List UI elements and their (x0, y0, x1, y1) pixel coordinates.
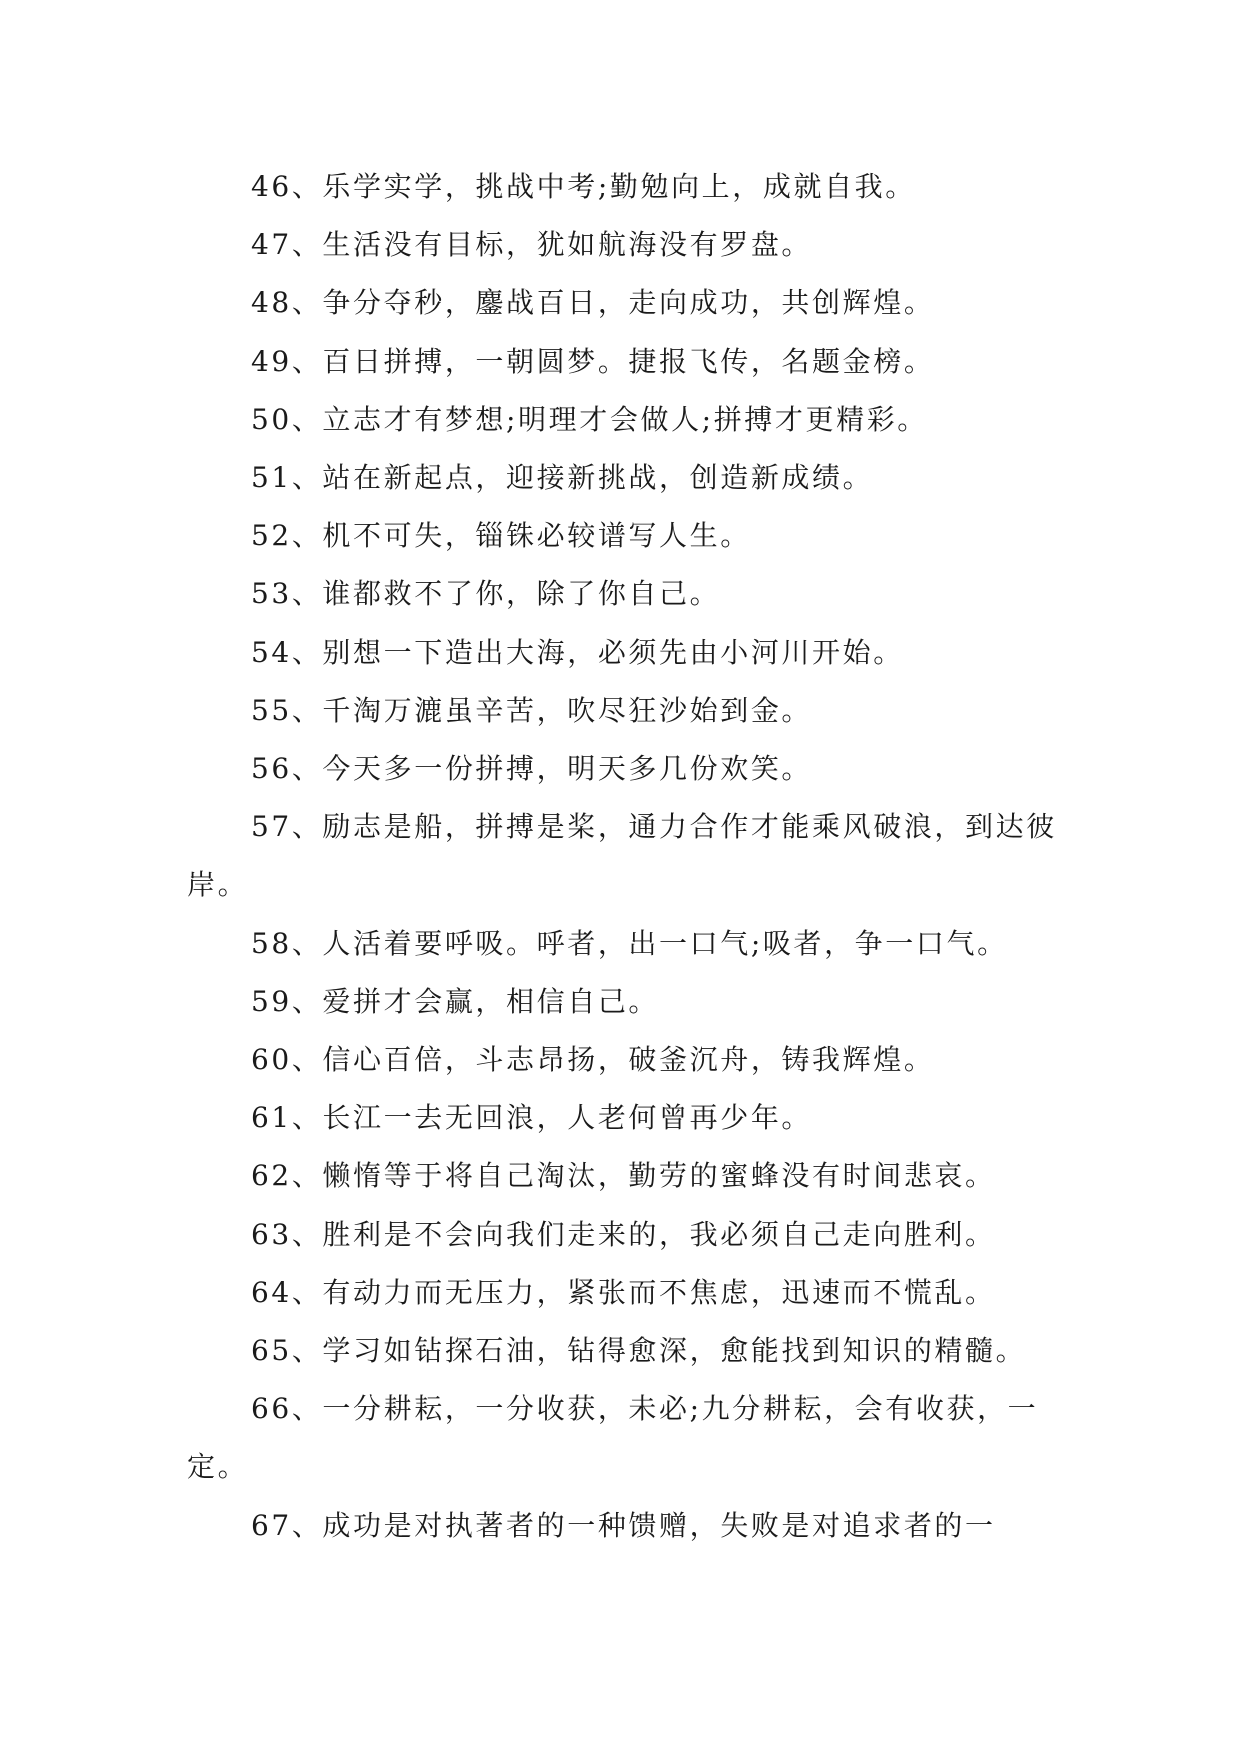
paragraph-61: 61、长江一去无回浪，人老何曾再少年。 (251, 1101, 813, 1135)
paragraph-51: 51、站在新起点，迎接新挑战，创造新成绩。 (251, 461, 874, 495)
paragraph-56: 56、今天多一份拼搏，明天多几份欢笑。 (251, 752, 813, 786)
paragraph-57: 57、励志是船，拼搏是桨，通力合作才能乘风破浪，到达彼岸。 (187, 810, 1057, 902)
paragraph-62: 62、懒惰等于将自己淘汰，勤劳的蜜蜂没有时间悲哀。 (251, 1159, 996, 1193)
paragraph-63: 63、胜利是不会向我们走来的，我必须自己走向胜利。 (251, 1217, 996, 1251)
paragraph-50: 50、立志才有梦想;明理才会做人;拼搏才更精彩。 (251, 402, 928, 436)
paragraph-65: 65、学习如钻探石油，钻得愈深，愈能找到知识的精髓。 (251, 1334, 1027, 1368)
paragraph-59: 59、爱拼才会赢，相信自己。 (251, 984, 660, 1018)
paragraph-49: 49、百日拼搏，一朝圆梦。捷报飞传，名题金榜。 (251, 344, 935, 378)
paragraph-64: 64、有动力而无压力，紧张而不焦虑，迅速而不慌乱。 (251, 1275, 996, 1309)
paragraph-60: 60、信心百倍，斗志昂扬，破釜沉舟，铸我辉煌。 (251, 1043, 935, 1077)
paragraph-47: 47、生活没有目标，犹如航海没有罗盘。 (251, 228, 813, 262)
paragraph-46: 46、乐学实学，挑战中考;勤勉向上，成就自我。 (251, 170, 916, 203)
paragraph-48: 48、争分夺秒，鏖战百日，走向成功，共创辉煌。 (251, 286, 935, 320)
paragraph-54: 54、别想一下造出大海，必须先由小河川开始。 (251, 635, 904, 669)
paragraph-66: 66、一分耕耘，一分收获，未必;九分耕耘，会有收获，一定。 (187, 1392, 1039, 1484)
paragraph-52: 52、机不可失，锱铢必较谱写人生。 (251, 519, 751, 553)
document-body (187, 158, 1067, 1555)
paragraph-53: 53、谁都救不了你，除了你自己。 (251, 577, 721, 611)
paragraph-58: 58、人活着要呼吸。呼者，出一口气;吸者，争一口气。 (251, 926, 1008, 960)
paragraph-55: 55、千淘万漉虽辛苦，吹尽狂沙始到金。 (251, 693, 813, 727)
paragraph-67: 67、成功是对执著者的一种馈赠，失败是对追求者的一 (251, 1508, 996, 1542)
